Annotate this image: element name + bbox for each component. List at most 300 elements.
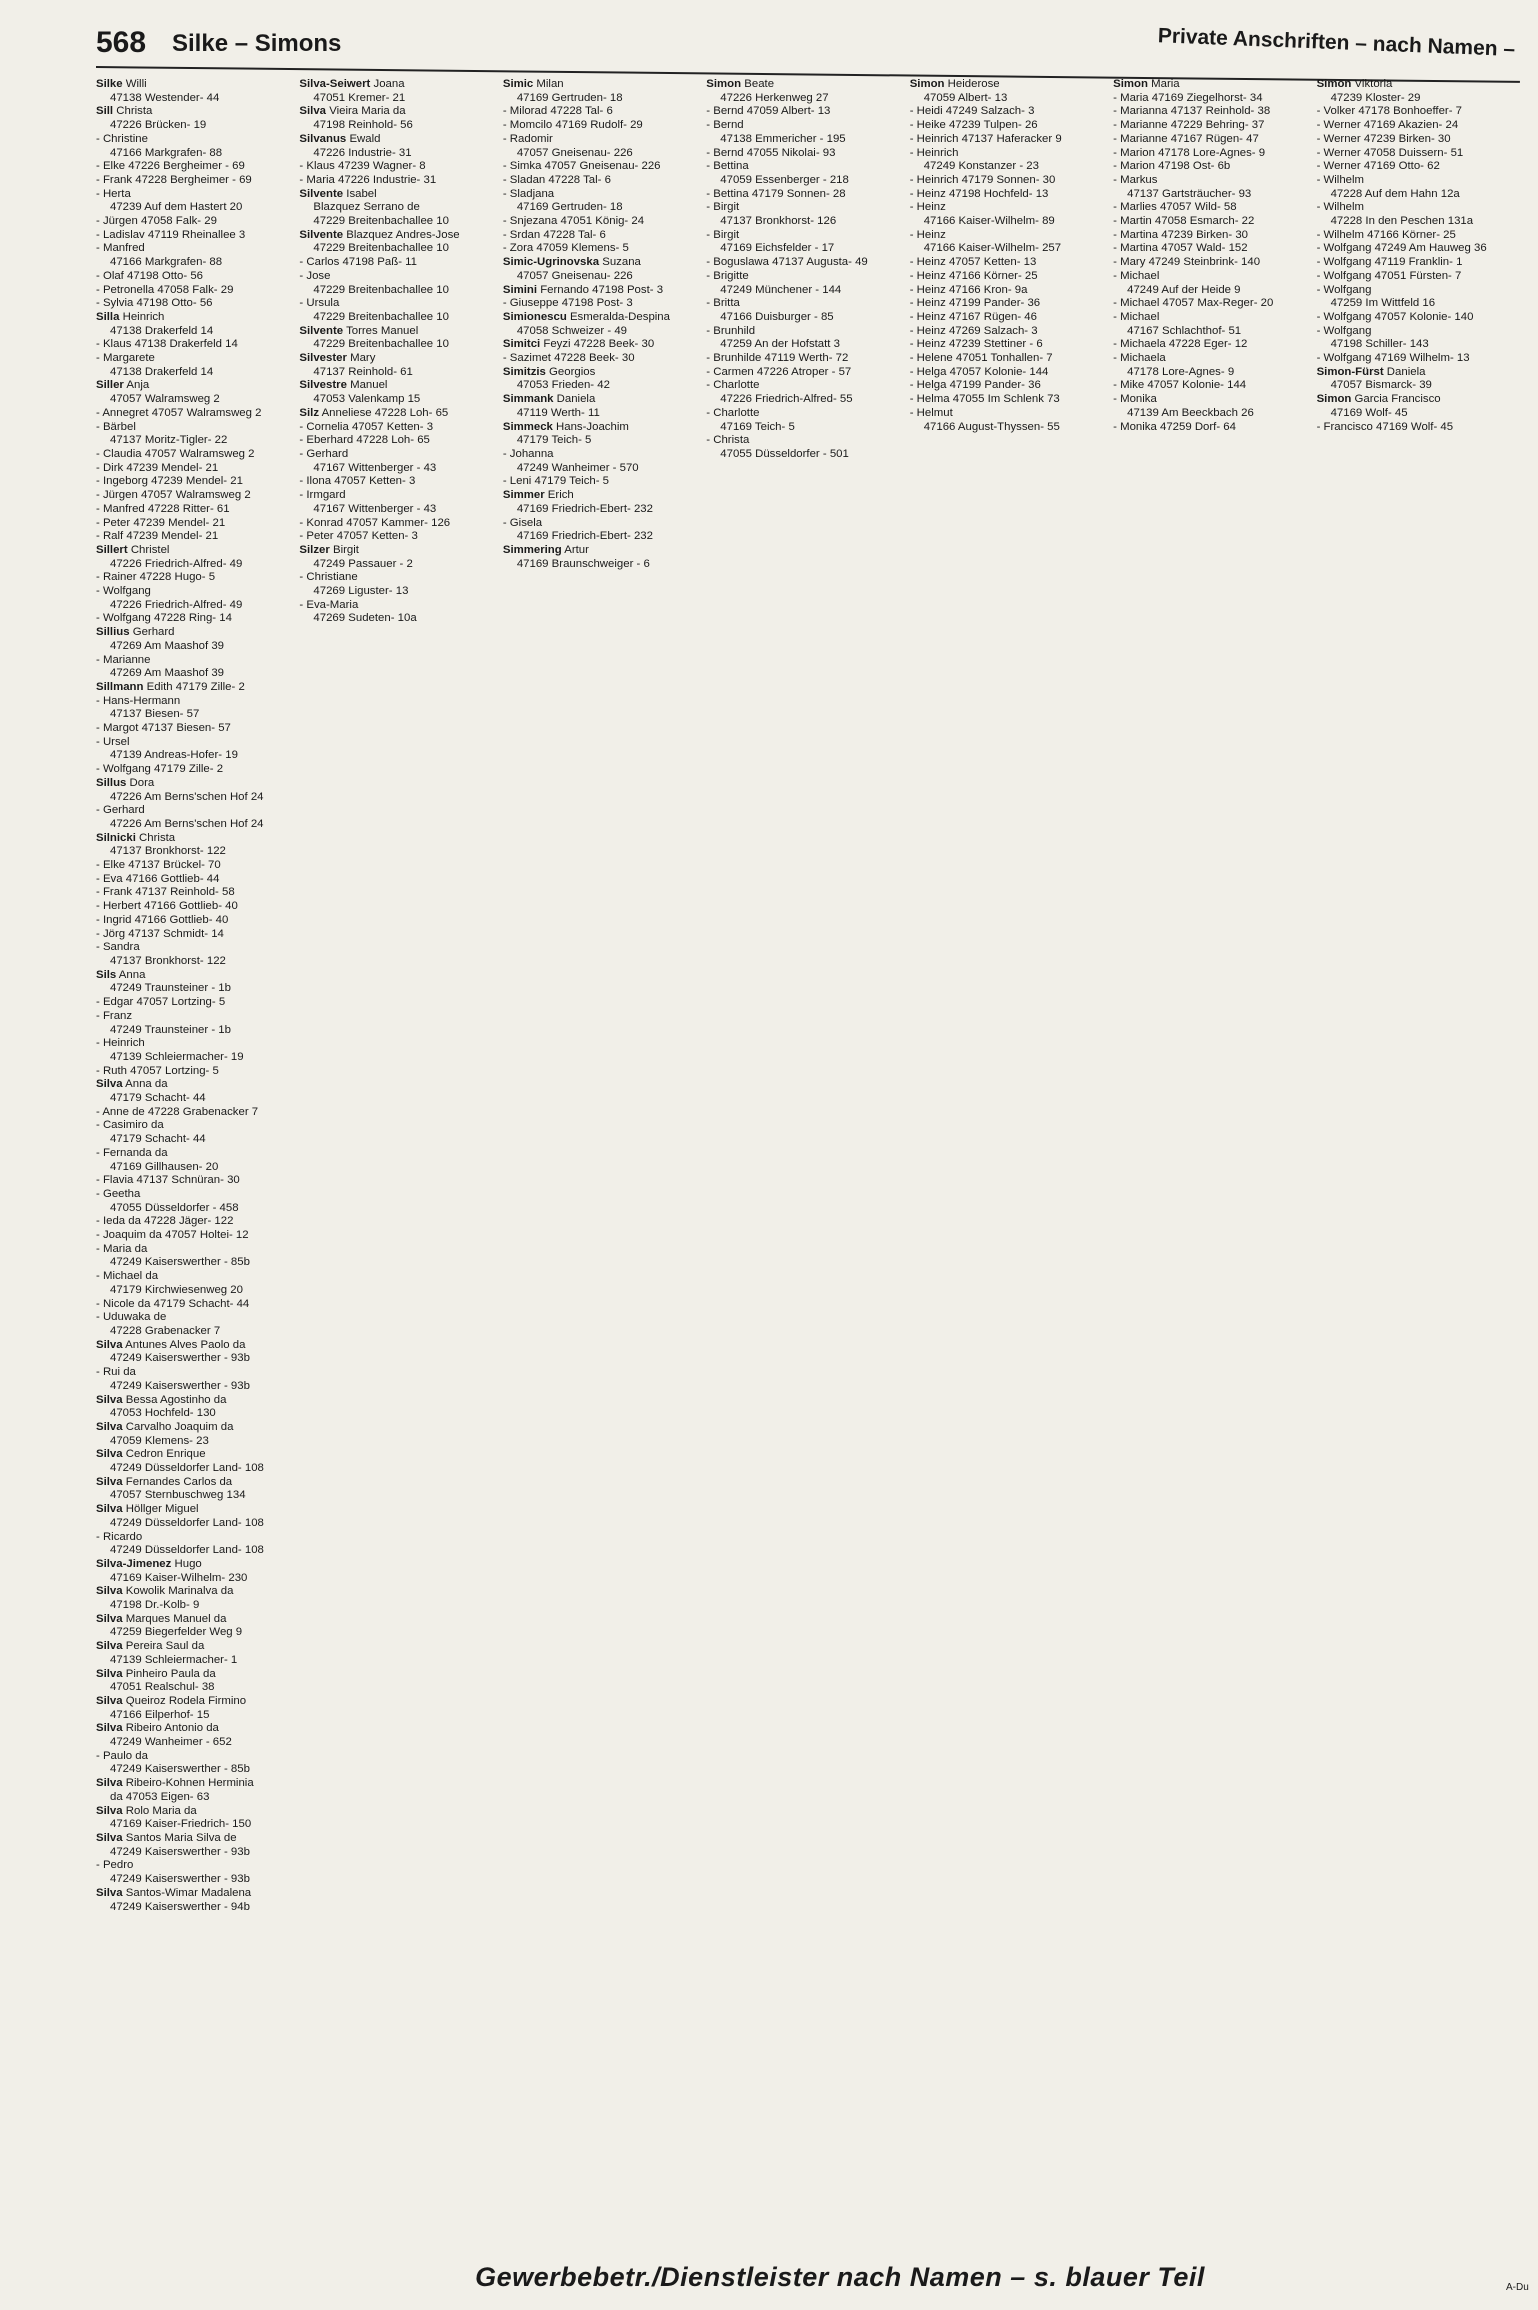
listing-entry: 47051 Kremer- 21: [313, 91, 406, 104]
listing-entry: - Rui da: [96, 1366, 136, 1379]
listing-entry: - Eva 47166 Gottlieb- 44: [96, 872, 220, 885]
listing-entry: - Ilona 47057 Ketten- 3: [299, 475, 416, 488]
listing-entry: Silva-Seiwert Joana: [299, 78, 405, 90]
listing-entry: 47226 Herkenweg 27: [720, 91, 829, 104]
listing-entry: - Carlos 47198 Paß- 11: [299, 256, 417, 269]
listing-entry: 47055 Düsseldorfer - 458: [110, 1201, 239, 1214]
footer-note: Gewerbebetr./Dienstleister nach Namen – s. blauer Teil: [475, 2262, 1205, 2292]
listing-entry: - Gerhard: [96, 804, 145, 817]
listing-entry: - Heinz 47166 Körner- 25: [909, 269, 1038, 282]
listing-entry: - Marianne 47167 Rügen- 47: [1113, 132, 1259, 145]
listing-entry: 47057 Walramsweg 2: [110, 393, 220, 406]
listing-entry: Simon Viktoria: [1316, 78, 1393, 90]
surname: Silva: [96, 1503, 123, 1516]
listing-entry: 47166 Eilperhof- 15: [110, 1708, 210, 1721]
listing-entry: - Cornelia 47057 Ketten- 3: [299, 420, 434, 433]
surname: Silvente: [299, 324, 344, 337]
listing-entry: - Elke 47137 Brückel- 70: [96, 859, 221, 872]
listing-entry: 47249 Auf der Heide 9: [1127, 283, 1241, 296]
listing-entry: Silva Pereira Saul da: [96, 1640, 205, 1653]
listing-entry: Simitzis Georgios: [502, 365, 596, 378]
listing-entry: Silva Marques Manuel da: [96, 1612, 227, 1625]
surname: Simon: [1316, 393, 1352, 406]
surname: Silva: [96, 1804, 123, 1817]
listing-entry: 47169 Friedrich-Ebert- 232: [516, 502, 653, 515]
listing-entry: - Maria da: [96, 1242, 148, 1255]
listing-entry: 47229 Breitenbachallee 10: [313, 310, 449, 323]
listing-entry: 47139 Schleiermacher- 1: [110, 1653, 238, 1666]
listing-entry: 47179 Teich- 5: [516, 434, 592, 447]
listing-entry: 47249 Kaiserswerther - 93b: [110, 1379, 250, 1392]
listing-entry: 47249 Kaiserswerther - 93b: [110, 1352, 250, 1365]
listing-entry: 47226 Friedrich-Alfred- 49: [110, 557, 243, 570]
listing-entry: - Martin 47058 Esmarch- 22: [1113, 215, 1255, 228]
listing-entry: - Dirk 47239 Mendel- 21: [96, 461, 219, 474]
listing-entry: - Srdan 47228 Tal- 6: [502, 228, 606, 241]
listing-entry: - Frank 47228 Bergheimer - 69: [96, 173, 252, 186]
listing-entry: 47269 Liguster- 13: [313, 585, 409, 598]
listing-entry: - Leni 47179 Teich- 5: [502, 475, 610, 488]
listing-entry: - Britta: [706, 297, 740, 310]
listing-entry: Silnicki Christa: [96, 831, 176, 844]
listing-entry: Silva Santos-Wimar Madalena: [96, 1886, 252, 1899]
listing-entry: Simic Milan: [502, 78, 564, 90]
listing-entry: 47169 Teich- 5: [720, 420, 795, 433]
listing-entry: 47228 Auf dem Hahn 12a: [1330, 187, 1460, 200]
listing-entry: Sillius Gerhard: [96, 626, 175, 639]
listing-entry: 47139 Schleiermacher- 19: [110, 1050, 244, 1063]
listing-entry: - Jörg 47137 Schmidt- 14: [96, 927, 224, 940]
listing-entry: 47269 Am Maashof 39: [110, 639, 224, 652]
listing-entry: 47137 Reinhold- 61: [313, 365, 413, 378]
listing-entry: Silva Rolo Maria da: [96, 1804, 197, 1817]
listing-entry: - Casimiro da: [96, 1119, 164, 1132]
surname: Simon: [706, 78, 742, 90]
listing-entry: - Paulo da: [96, 1749, 148, 1762]
listing-entry: - Radomir: [502, 132, 553, 145]
listing-entry: - Heinz 47057 Ketten- 13: [909, 256, 1037, 269]
listing-entry: 47259 An der Hofstatt 3: [720, 338, 840, 351]
listing-entry: - Marlies 47057 Wild- 58: [1113, 201, 1237, 214]
listing-entry: 47198 Schiller- 143: [1330, 338, 1429, 351]
surname: Siller: [96, 379, 124, 392]
listing-entry: - Hans-Hermann: [96, 694, 181, 707]
listing-entry: - Sandra: [96, 941, 140, 954]
listing-entry: 47051 Realschul- 38: [110, 1681, 215, 1694]
listing-entry: - Monika: [1113, 393, 1157, 406]
listing-entry: Silva Vieira Maria da: [299, 105, 406, 118]
listing-entry: - Helene 47051 Tonhallen- 7: [909, 352, 1053, 365]
listing-entry: 47166 Duisburger - 85: [720, 310, 834, 323]
surname: Silva: [96, 1667, 123, 1680]
listing-entry: Silva Cedron Enrique: [96, 1448, 206, 1461]
listing-entry: 47229 Breitenbachallee 10: [313, 283, 449, 296]
surname: Silva: [96, 1722, 123, 1735]
listing-entry: 47249 Kaiserswerther - 93b: [110, 1873, 250, 1886]
listing-entry: - Marianna 47137 Reinhold- 38: [1113, 105, 1271, 118]
listing-entry: - Ralf 47239 Mendel- 21: [96, 530, 219, 543]
listing-entry: Siller Anja: [96, 379, 150, 392]
listing-entry: 47229 Breitenbachallee 10: [313, 242, 449, 255]
listing-entry: Silz Anneliese 47228 Loh- 65: [299, 406, 449, 419]
surname: Silva: [96, 1832, 123, 1844]
listing-entry: - Irmgard: [299, 489, 346, 502]
listing-entry: - Uduwaka de: [96, 1311, 167, 1324]
listing-entry: 47249 Kaiserswerther - 85b: [110, 1763, 250, 1776]
listing-entry: 47137 Biesen- 57: [110, 708, 200, 721]
surname: Silvente: [299, 187, 344, 200]
listing-entry: - Bernd 47059 Albert- 13: [706, 105, 831, 118]
listing-entry: Sillmann Edith 47179 Zille- 2: [96, 680, 245, 693]
listing-entry: - Michael da: [96, 1270, 159, 1283]
listing-entry: - Bernd 47055 Nikolai- 93: [706, 146, 836, 159]
directory-column-2: [299, 78, 498, 2258]
listing-entry: 47053 Hochfeld- 130: [110, 1407, 216, 1420]
listing-entry: - Pedro: [96, 1859, 134, 1872]
listing-entry: - Ladislav 47119 Rheinallee 3: [96, 228, 246, 241]
directory-column-4: [706, 78, 905, 2258]
listing-entry: - Ursula: [299, 297, 340, 310]
listing-entry: 47167 Wittenberger - 43: [313, 461, 437, 474]
listing-entry: - Wolfgang 47051 Fürsten- 7: [1316, 269, 1462, 282]
listing-entry: 47249 Münchener - 144: [720, 283, 842, 296]
listing-entry: 47137 Gartsträucher- 93: [1127, 187, 1252, 200]
listing-entry: - Annegret 47057 Walramsweg 2: [96, 406, 262, 419]
listing-entry: 47166 Markgrafen- 88: [110, 256, 223, 269]
listing-entry: 47169 Kaiser-Wilhelm- 230: [110, 1571, 248, 1584]
directory-column-1: [96, 78, 295, 2258]
listing-entry: - Wolfgang 47179 Zille- 2: [96, 763, 224, 776]
listing-entry: 47137 Bronkhorst- 126: [720, 215, 837, 228]
listing-entry: Blazquez Serrano de: [313, 201, 420, 214]
name-range: Silke – Simons: [172, 30, 342, 57]
listing-entry: Simionescu Esmeralda-Despina: [502, 310, 670, 323]
listing-entry: - Wolfgang 47249 Am Hauweg 36: [1316, 242, 1487, 255]
surname: Silva: [96, 1475, 123, 1488]
surname: Silva: [96, 1448, 123, 1461]
directory-column-3: [503, 78, 702, 2258]
listing-entry: - Momcilo 47169 Rudolf- 29: [502, 119, 643, 132]
listing-entry: 47169 Eichsfelder - 17: [720, 242, 835, 255]
surname: Silvester: [299, 352, 347, 365]
surname: Silva: [96, 1886, 123, 1899]
listing-entry: - Mike 47057 Kolonie- 144: [1113, 379, 1247, 392]
surname: Simitzis: [502, 365, 546, 378]
listing-entry: 47259 Biegerfelder Weg 9: [110, 1626, 243, 1639]
listing-entry: - Wolfgang: [1316, 283, 1372, 296]
surname: Simionescu: [502, 310, 567, 323]
listing-entry: Simon Heiderose: [909, 78, 1000, 90]
listing-entry: - Zora 47059 Klemens- 5: [502, 242, 629, 255]
listing-entry: - Bernd: [706, 119, 744, 132]
listing-entry: 47169 Braunschweiger - 6: [516, 557, 650, 570]
surname: Sillius: [96, 626, 130, 639]
listing-entry: - Monika 47259 Dorf- 64: [1113, 420, 1236, 433]
surname: Silva: [96, 1585, 123, 1598]
listing-entry: 47228 In den Peschen 131a: [1330, 215, 1474, 228]
listing-entry: 47137 Bronkhorst- 122: [110, 955, 226, 967]
listing-entry: - Birgit: [706, 228, 740, 241]
listing-entry: - Ieda da 47228 Jäger- 122: [96, 1215, 234, 1228]
listing-entry: - Brunhild: [706, 324, 756, 337]
listing-entry: Silva Anna da: [96, 1078, 168, 1091]
listing-entry: - Bärbel: [96, 420, 136, 433]
listing-entry: 47179 Schacht- 44: [110, 1092, 206, 1105]
listing-entry: - Johanna: [502, 447, 554, 460]
listing-entry: - Bettina: [706, 160, 749, 173]
listing-entry: 47226 Am Berns'schen Hof 24: [110, 790, 264, 803]
listing-entry: Silva Santos Maria Silva de: [96, 1832, 237, 1844]
listing-entry: Simon Maria: [1113, 78, 1180, 90]
listing-entry: Sill Christa: [96, 105, 153, 118]
listing-entry: 47249 Traunsteiner - 1b: [110, 982, 231, 995]
listing-entry: 47059 Klemens- 23: [110, 1434, 209, 1447]
listing-entry: - Michael 47057 Max-Reger- 20: [1113, 297, 1274, 310]
surname: Silke: [96, 78, 123, 90]
surname: Sillmann: [96, 680, 144, 693]
listing-entry: 47055 Düsseldorfer - 501: [720, 447, 849, 460]
listing-entry: - Ingrid 47166 Gottlieb- 40: [96, 913, 229, 926]
listing-entry: - Ursel: [96, 735, 130, 748]
listing-entry: - Helma 47055 Im Schlenk 73: [909, 393, 1060, 406]
listing-entry: Simon-Fürst Daniela: [1316, 365, 1426, 378]
listing-entry: 47259 Im Wittfeld 16: [1330, 297, 1436, 310]
listing-entry: 47249 Düsseldorfer Land- 108: [110, 1462, 264, 1475]
listing-entry: 47239 Auf dem Hastert 20: [110, 201, 243, 214]
listing-entry: 47269 Sudeten- 10a: [313, 612, 417, 625]
listing-entry: Silva Pinheiro Paula da: [96, 1667, 216, 1680]
surname: Simic-Ugrinovska: [502, 256, 600, 269]
listing-entry: Silzer Birgit: [299, 543, 359, 556]
listing-entry: Silva Ribeiro-Kohnen Herminia: [96, 1777, 254, 1790]
listing-entry: - Ingeborg 47239 Mendel- 21: [96, 475, 243, 488]
listing-entry: 47249 Traunsteiner - 1b: [110, 1023, 231, 1036]
surname: Simon: [909, 78, 945, 90]
listing-entry: - Maria 47169 Ziegelhorst- 34: [1113, 91, 1263, 104]
listing-entry: 47249 Wanheimer - 570: [516, 461, 639, 474]
listing-entry: 47249 Konstanzer - 23: [923, 160, 1039, 173]
surname: Silvente: [299, 228, 344, 241]
listing-entry: - Heinz 47269 Salzach- 3: [909, 324, 1038, 337]
surname: Simon: [1316, 78, 1352, 90]
surname: Silva: [96, 1420, 123, 1433]
listing-entry: - Marion 47178 Lore-Agnes- 9: [1113, 146, 1266, 159]
listing-entry: - Marion 47198 Ost- 6b: [1113, 160, 1231, 173]
listing-entry: Simon Beate: [706, 78, 775, 90]
listing-entry: - Bettina 47179 Sonnen- 28: [706, 187, 846, 200]
listing-entry: - Heinz 47239 Stettiner - 6: [909, 338, 1043, 351]
listing-entry: 47178 Lore-Agnes- 9: [1127, 365, 1235, 378]
listing-entry: - Elke 47226 Bergheimer - 69: [96, 160, 245, 173]
surname: Simmering: [502, 543, 562, 556]
listing-entry: Silvente Blazquez Andres-Jose: [299, 228, 460, 241]
listing-entry: Silva Fernandes Carlos da: [96, 1475, 233, 1488]
surname: Sillus: [96, 776, 127, 789]
listing-entry: - Heinrich: [96, 1037, 145, 1050]
listing-entry: 47169 Wolf- 45: [1330, 406, 1408, 419]
listing-entry: - Werner 47239 Birken- 30: [1316, 132, 1451, 145]
listing-entry: - Nicole da 47179 Schacht- 44: [96, 1297, 250, 1310]
listing-entry: Silvente Torres Manuel: [299, 324, 419, 337]
listing-entry: - Brigitte: [706, 269, 749, 282]
listing-entry: 47057 Gneisenau- 226: [516, 146, 633, 159]
listing-entry: 47226 Friedrich-Alfred- 55: [720, 393, 853, 406]
listing-entry: - Manfred: [96, 242, 145, 255]
listing-entry: 47226 Am Berns'schen Hof 24: [110, 817, 264, 830]
listing-entry: - Francisco 47169 Wolf- 45: [1316, 420, 1454, 433]
listing-entry: 47138 Drakerfeld 14: [110, 324, 214, 337]
listing-entry: Silla Heinrich: [96, 310, 165, 323]
listing-entry: Sillus Dora: [96, 776, 155, 789]
surname: Silva: [299, 105, 327, 118]
listing-entry: 47166 Markgrafen- 88: [110, 146, 223, 159]
listing-entry: 47119 Werth- 11: [516, 406, 600, 419]
listing-entry: - Volker 47178 Bonhoeffer- 7: [1316, 105, 1462, 118]
listing-entry: - Heinz 47167 Rügen- 46: [909, 310, 1037, 323]
listing-entry: 47166 Kaiser-Wilhelm- 257: [923, 242, 1062, 255]
listing-entry: 47167 Wittenberger - 43: [313, 502, 437, 515]
listing-entry: 47249 Passauer - 2: [313, 557, 413, 570]
listing-entry: - Jürgen 47058 Falk- 29: [96, 215, 217, 228]
listing-entry: - Frank 47137 Reinhold- 58: [96, 886, 235, 899]
listing-entry: 47249 Wanheimer - 652: [110, 1736, 232, 1749]
listing-entry: - Wolfgang 47057 Kolonie- 140: [1316, 310, 1474, 323]
listing-entry: 47166 Kaiser-Wilhelm- 89: [923, 215, 1055, 228]
listing-entry: 47138 Drakerfeld 14: [110, 365, 214, 378]
listing-entry: 47228 Grabenacker 7: [110, 1324, 221, 1337]
surname: Sill: [96, 105, 114, 118]
listing-entry: - Rainer 47228 Hugo- 5: [96, 571, 216, 584]
listing-entry: - Heinz 47198 Hochfeld- 13: [909, 187, 1049, 200]
listing-entry: 47249 Kaiserswerther - 85b: [110, 1256, 250, 1269]
corner-mark: A-Du: [1506, 2282, 1529, 2293]
listing-entry: - Jürgen 47057 Walramsweg 2: [96, 489, 251, 502]
surname: Silva-Seiwert: [299, 78, 371, 90]
listing-entry: - Wilhelm 47166 Körner- 25: [1316, 228, 1456, 241]
surname: Silva: [96, 1338, 123, 1351]
listing-entry: - Heike 47239 Tulpen- 26: [909, 119, 1038, 132]
listing-entry: da 47053 Eigen- 63: [110, 1790, 210, 1803]
listing-entry: Silke Willi: [96, 78, 147, 90]
surname: Simmeck: [502, 420, 553, 433]
listing-entry: Simic-Ugrinovska Suzana: [502, 256, 641, 269]
listing-entry: - Werner 47169 Akazien- 24: [1316, 119, 1459, 132]
listing-entry: - Wolfgang 47228 Ring- 14: [96, 612, 232, 625]
surname: Simon: [1113, 78, 1148, 90]
listing-entry: 47059 Essenberger - 218: [720, 173, 849, 186]
listing-entry: 47198 Dr.-Kolb- 9: [110, 1599, 200, 1612]
listing-entry: 47179 Schacht- 44: [110, 1133, 206, 1146]
listing-entry: - Wolfgang: [96, 585, 151, 598]
listing-entry: - Gerhard: [299, 447, 349, 460]
listing-entry: - Heinz 47199 Pander- 36: [909, 297, 1041, 310]
listing-entry: - Helga 47057 Kolonie- 144: [909, 365, 1049, 378]
listing-entry: 47249 Kaiserswerther - 94b: [110, 1900, 250, 1913]
listing-entry: Silva Antunes Alves Paolo da: [96, 1338, 246, 1351]
listing-entry: 47138 Emmericher - 195: [720, 132, 846, 145]
section-title: Private Anschriften – nach Namen –: [1157, 24, 1516, 61]
listing-entry: - Heinz: [909, 228, 946, 241]
listing-entry: Silvente Isabel: [299, 187, 377, 200]
listing-entry: - Giuseppe 47198 Post- 3: [502, 297, 633, 310]
listing-entry: - Werner 47058 Duissern- 51: [1316, 146, 1464, 159]
listing-entry: - Simka 47057 Gneisenau- 226: [502, 160, 661, 173]
listing-entry: - Heinz: [909, 201, 946, 214]
listing-entry: - Wolfgang: [1316, 324, 1372, 337]
page-header: [96, 26, 1516, 66]
listing-entry: Silva Bessa Agostinho da: [96, 1393, 227, 1406]
listing-entry: Silva Ribeiro Antonio da: [96, 1722, 219, 1735]
listing-entry: - Wilhelm: [1316, 201, 1365, 214]
listing-entry: Simini Fernando 47198 Post- 3: [502, 283, 664, 296]
listing-entry: 47239 Kloster- 29: [1330, 91, 1421, 104]
listing-entry: 47249 Düsseldorfer Land- 108: [110, 1516, 264, 1529]
listing-entry: - Flavia 47137 Schnüran- 30: [96, 1174, 240, 1187]
listing-entry: - Petronella 47058 Falk- 29: [96, 283, 234, 296]
listing-entry: - Werner 47169 Otto- 62: [1316, 160, 1440, 173]
listing-entry: - Edgar 47057 Lortzing- 5: [96, 996, 226, 1009]
listing-entry: 47226 Friedrich-Alfred- 49: [110, 598, 243, 611]
listing-entry: 47169 Friedrich-Ebert- 232: [516, 530, 653, 543]
listing-entry: 47249 Düsseldorfer Land- 108: [110, 1544, 264, 1557]
listing-entry: - Anne de 47228 Grabenacker 7: [96, 1105, 259, 1118]
listing-entry: - Margot 47137 Biesen- 57: [96, 722, 231, 735]
listing-entry: - Sazimet 47228 Beek- 30: [502, 352, 635, 365]
listing-entry: - Birgit: [706, 201, 740, 214]
listing-entry: - Boguslawa 47137 Augusta- 49: [706, 256, 868, 269]
listing-entry: Silvanus Ewald: [299, 132, 381, 145]
listing-entry: 47057 Bismarck- 39: [1330, 379, 1432, 392]
listing-entry: - Margarete: [96, 352, 155, 365]
listing-entry: - Ricardo: [96, 1530, 143, 1543]
listing-entry: 47166 August-Thyssen- 55: [923, 420, 1060, 433]
listing-entry: Simmer Erich: [502, 489, 574, 502]
surname: Silva: [96, 1640, 123, 1653]
listing-entry: 47053 Valenkamp 15: [313, 393, 421, 406]
listing-entry: - Michael: [1113, 310, 1160, 323]
surname: Silz: [299, 406, 320, 419]
listing-entry: 47137 Moritz-Tigler- 22: [110, 434, 228, 447]
listing-entry: - Christa: [706, 434, 750, 447]
surname: Simmank: [502, 393, 554, 406]
surname: Simini: [502, 283, 538, 296]
listing-entry: - Helmut: [909, 406, 953, 419]
surname: Simic: [502, 78, 534, 90]
listing-entry: Simitci Feyzi 47228 Beek- 30: [502, 338, 655, 351]
surname: Simon-Fürst: [1316, 365, 1384, 378]
listing-entry: - Herbert 47166 Gottlieb- 40: [96, 900, 238, 913]
listing-entry: Simmank Daniela: [502, 393, 596, 406]
listing-entry: Silvester Mary: [299, 352, 376, 365]
listing-entry: Simon Garcia Francisco: [1316, 393, 1441, 406]
listing-entry: - Joaquim da 47057 Holtei- 12: [96, 1229, 249, 1242]
listing-entry: Sillert Christel: [96, 543, 170, 556]
surname: Silva: [96, 1393, 123, 1406]
listing-entry: 47059 Albert- 13: [923, 91, 1008, 104]
surname: Simmer: [502, 489, 545, 502]
listing-entry: 47169 Gertruden- 18: [516, 91, 623, 104]
listing-entry: - Maria 47226 Industrie- 31: [299, 173, 437, 186]
directory-column-5: [910, 78, 1109, 2258]
listing-entry: 47198 Reinhold- 56: [313, 119, 413, 132]
listing-entry: - Michaela: [1113, 352, 1166, 365]
listing-entry: - Michael: [1113, 269, 1160, 282]
surname: Silva: [96, 1612, 123, 1625]
surname: Silva: [96, 1078, 123, 1091]
listing-entry: - Heinrich: [909, 146, 959, 159]
listing-entry: 47053 Frieden- 42: [516, 379, 610, 392]
listing-entry: 47139 Am Beeckbach 26: [1127, 406, 1254, 419]
